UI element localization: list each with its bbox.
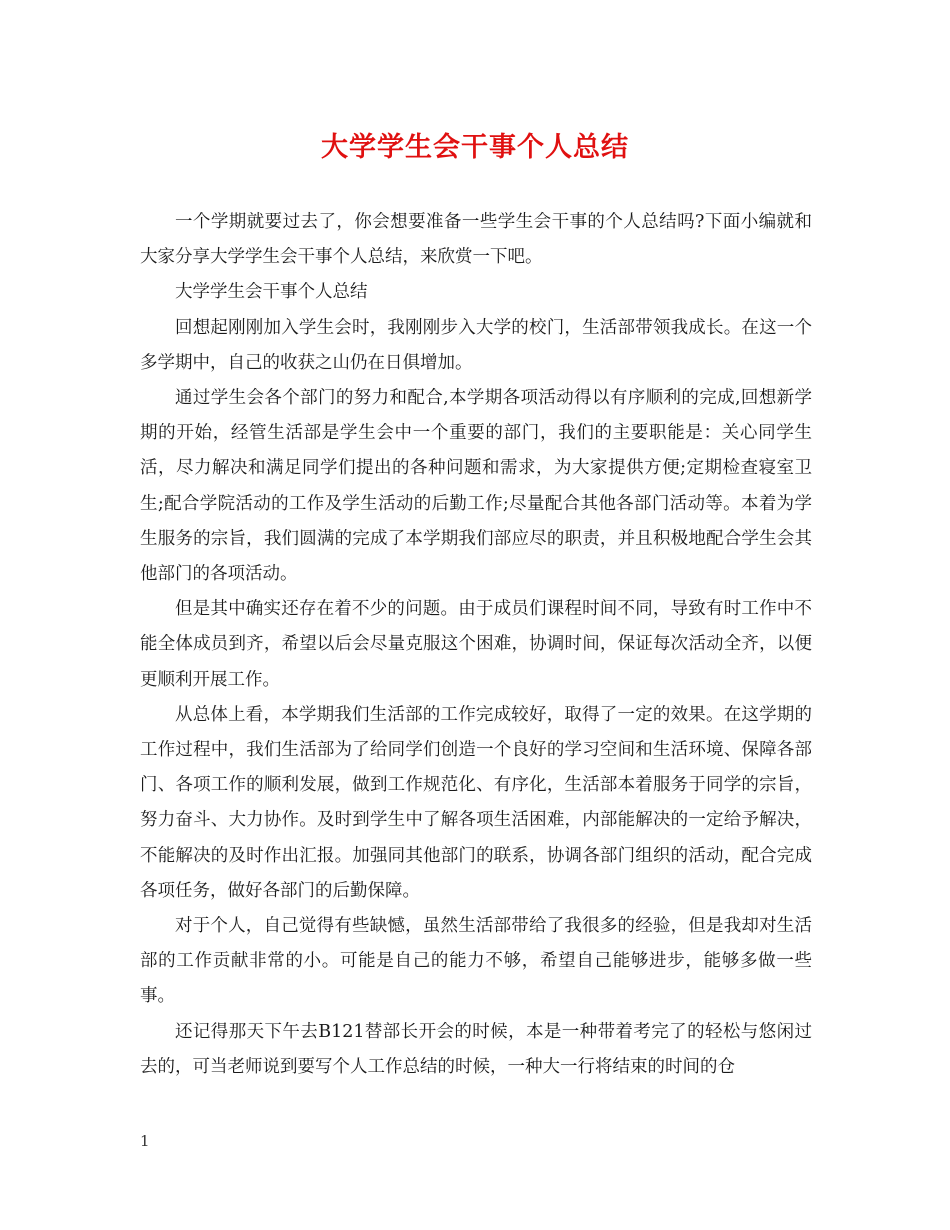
- paragraph-personal: 对于个人，自己觉得有些缺憾，虽然生活部带给了我很多的经验，但是我却对生活部的工作贡献非常的小。可能是自己的能力不够，希望自己能够进步，能够多做一些事。: [140, 916, 812, 1007]
- paragraph-subtitle: 大学学生会干事个人总结: [175, 282, 368, 303]
- paragraph-intro: 一个学期就要过去了，你会想要准备一些学生会干事的个人总结吗?下面小编就和大家分享大学学生会干事个人总结，来欣赏一下吧。: [140, 212, 812, 268]
- paragraph-memory: 还记得那天下午去B121替部长开会的时候，本是一种带着考完了的轻松与悠闲过去的，可当老师说到要写个人工作总结的时候，一种大一行将结束的时间的仓: [140, 1021, 812, 1077]
- paragraph-overview: 从总体上看，本学期我们生活部的工作完成较好，取得了一定的效果。在这学期的工作过程中，我们生活部为了给同学们创造一个良好的学习空间和生活环境、保障各部门、各项工作的顺利发展，做到工作规范化、有序化，生活部本着服务于同学的宗旨，努力奋斗、大力协作。及时到学生中了解各项生活困难，内部能解决的一定给予解决，不能解决的及时作出汇报。加强同其他部门的联系，协调各部门组织的活动，配合完成各项任务，做好各部门的后勤保障。: [140, 704, 812, 901]
- paragraph-problems: 但是其中确实还存在着不少的问题。由于成员们课程时间不同，导致有时工作中不能全体成员到齐，希望以后会尽量克服这个困难，协调时间，保证每次活动全齐，以便更顺利开展工作。: [140, 599, 812, 690]
- page-number: 1: [140, 1132, 150, 1150]
- paragraph-recall: 回想起刚刚加入学生会时，我刚刚步入大学的校门，生活部带领我成长。在这一个多学期中，自己的收获之山仍在日俱增加。: [140, 317, 812, 373]
- document-body: [140, 205, 812, 1085]
- document-title: 大学学生会干事个人总结: [321, 132, 629, 163]
- paragraph-duties: 通过学生会各个部门的努力和配合,本学期各项活动得以有序顺利的完成,回想新学期的开始，经管生活部是学生会中一个重要的部门，我们的主要职能是：关心同学生活，尽力解决和满足同学们提出的各种问题和需求，为大家提供方便;定期检查寝室卫生;配合学院活动的工作及学生活动的后勤工作;尽量配合其他各部门活动等。本着为学生服务的宗旨，我们圆满的完成了本学期我们部应尽的职责，并且积极地配合学生会其他部门的各项活动。: [140, 388, 812, 585]
